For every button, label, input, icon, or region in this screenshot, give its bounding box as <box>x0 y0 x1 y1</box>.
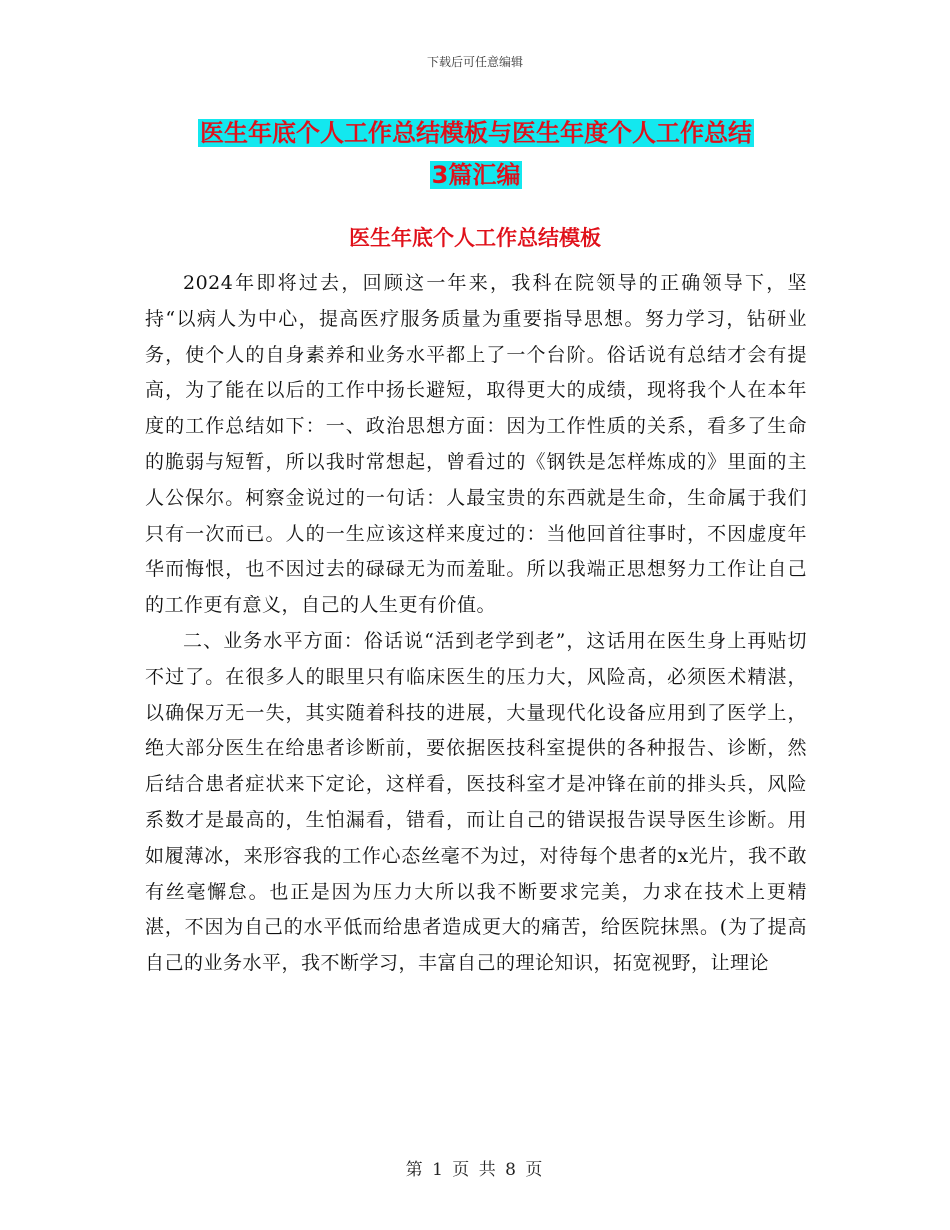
document-title <box>145 112 807 196</box>
document-title-line1: 医生年底个人工作总结模板与医生年度个人工作总结 <box>200 119 752 147</box>
paragraph-1: 2024年即将过去，回顾这一年来，我科在院领导的正确领导下，坚持“以病人为中心，提高医疗服务质量为重要指导思想。努力学习，钻研业务，使个人的自身素养和业务水平都上了一个台阶。俗话说有总结才会有提高，为了能在以后的工作中扬长避短，取得更大的成绩，现将我个人在本年度的工作总结如下：一、政治思想方面：因为工作性质的关系，看多了生命的脆弱与短暂，所以我时常想起，曾看过的《钢铁是怎样炼成的》里面的主人公保尔。柯察金说过的一句话：人最宝贵的东西就是生命，生命属于我们只有一次而已。人的一生应该这样来度过的：当他回首往事时，不因虚度年华而悔恨，也不因过去的碌碌无为而羞耻。所以我端正思想努力工作让自己的工作更有意义，自己的人生更有价值。 <box>145 272 807 617</box>
body-text <box>145 266 807 982</box>
section-title: 医生年底个人工作总结模板 <box>349 226 601 250</box>
page-footer: 第 1 页 共 8 页 <box>405 1160 545 1180</box>
document-title-line2: 3篇汇编 <box>431 161 521 189</box>
paragraph-2: 二、业务水平方面：俗话说“活到老学到老”，这话用在医生身上再贴切不过了。在很多人的眼里只有临床医生的压力大，风险高，必须医术精湛，以确保万无一失，其实随着科技的进展，大量现代化设备应用到了医学上，绝大部分医生在给患者诊断前，要依据医技科室提供的各种报告、诊断，然后结合患者症状来下定论，这样看，医技科室才是冲锋在前的排头兵，风险系数才是最高的，生怕漏看，错看，而让自己的错误报告误导医生诊断。用如履薄冰，来形容我的工作心态丝毫不为过，对待每个患者的x光片，我不敢有丝毫懈怠。也正是因为压力大所以我不断要求完美，力求在技术上更精湛，不因为自己的水平低而给患者造成更大的痛苦，给医院抹黑。(为了提高自己的业务水平，我不断学习，丰富自己的理论知识，拓宽视野，让理论 <box>145 629 807 975</box>
header-note: 下载后可任意编辑 <box>426 55 523 69</box>
